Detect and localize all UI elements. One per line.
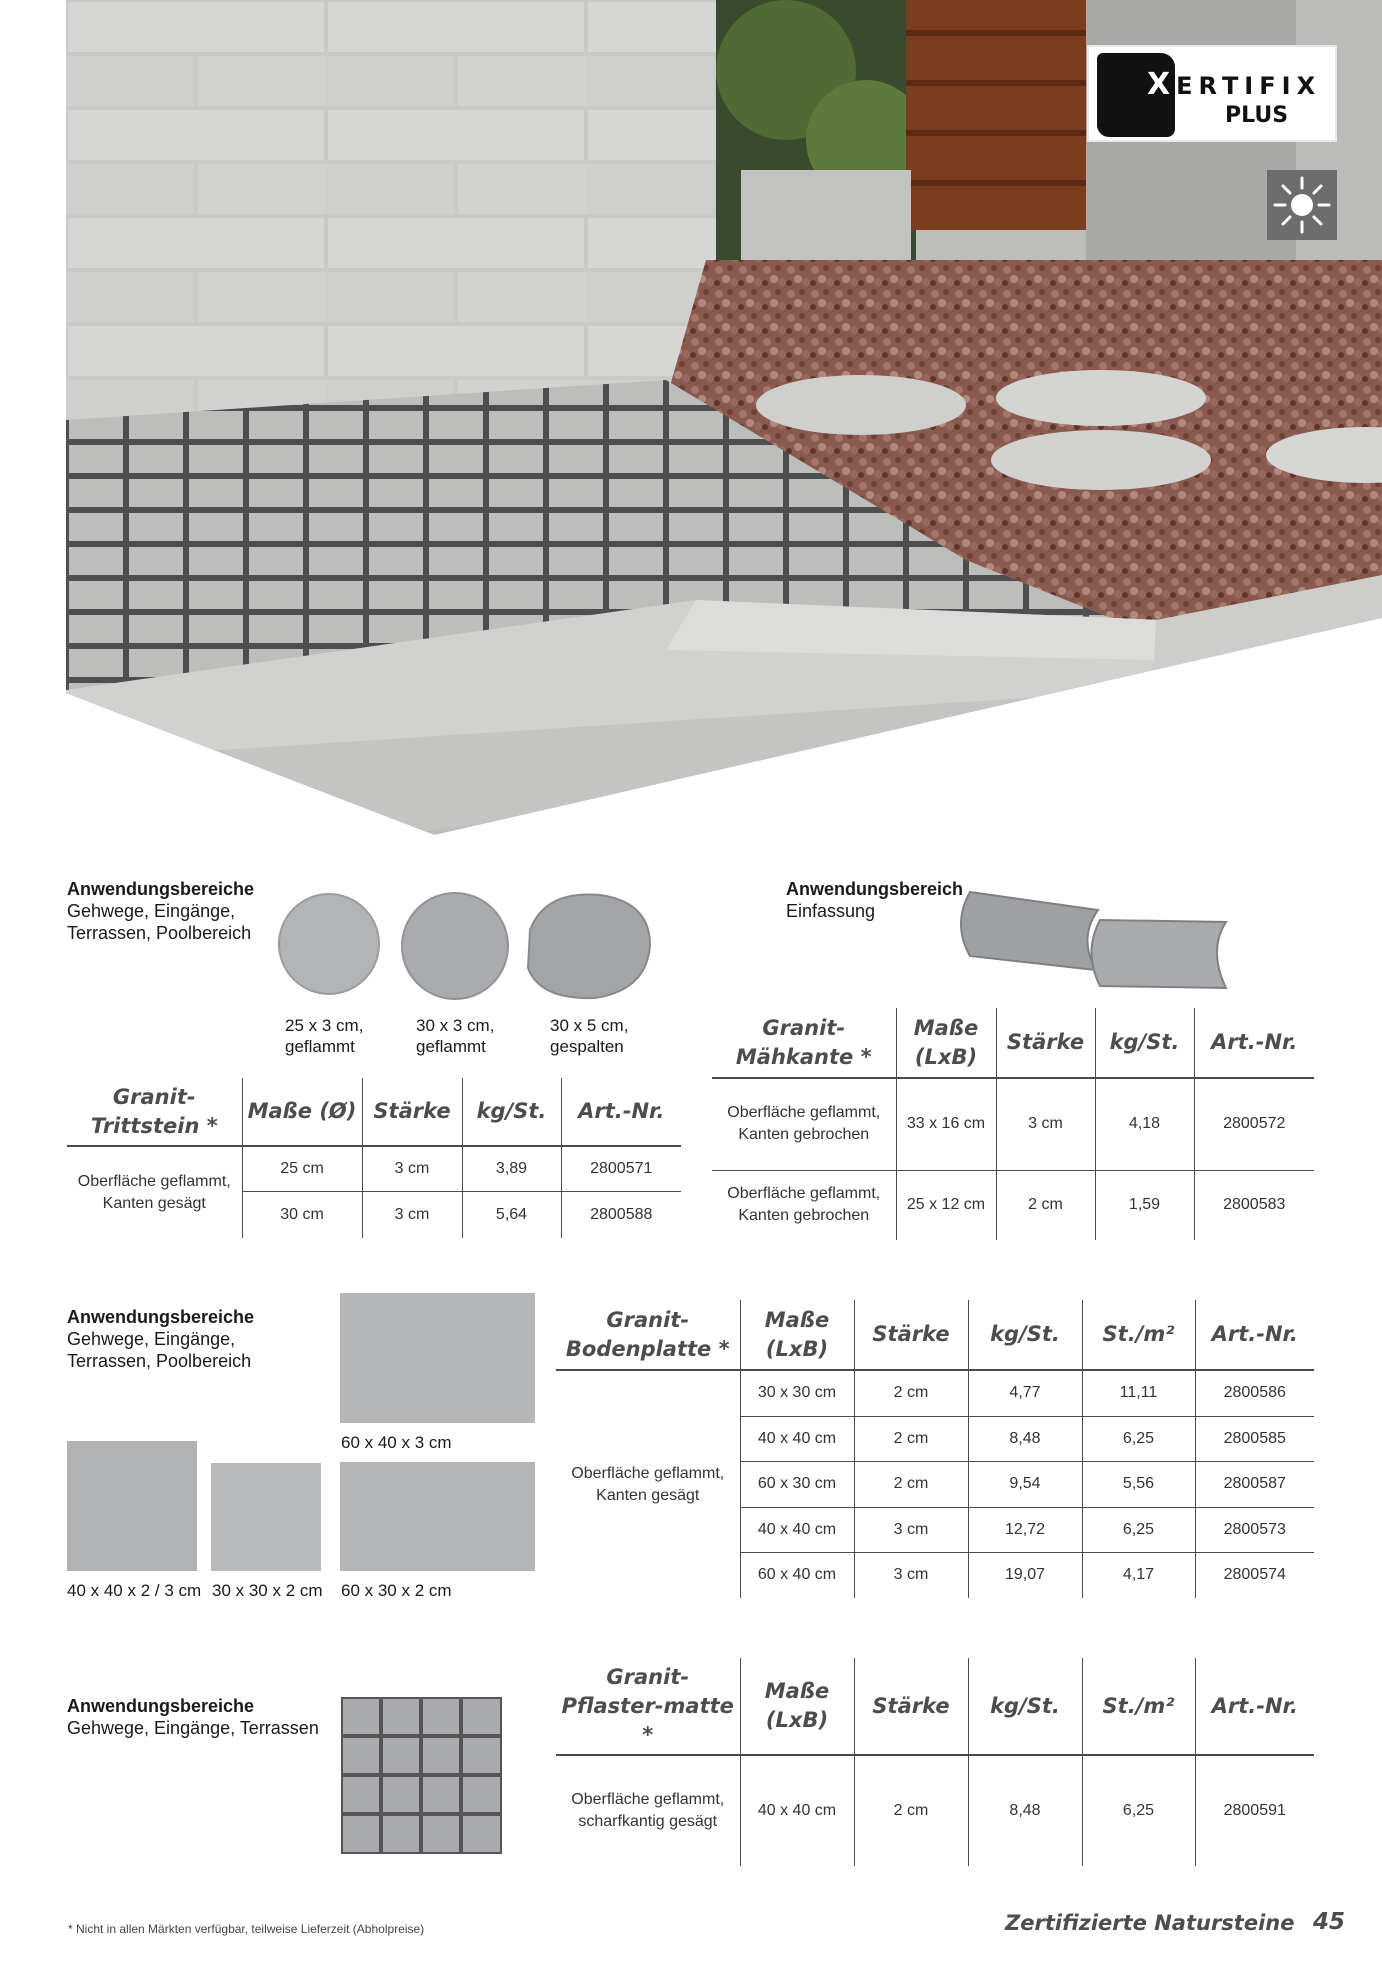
table-cell: 3 cm bbox=[854, 1507, 968, 1552]
col-header-weight: kg/St. bbox=[968, 1658, 1082, 1755]
sun-icon bbox=[1267, 170, 1337, 240]
table-cell: 2 cm bbox=[854, 1416, 968, 1461]
table-cell: 6,25 bbox=[1082, 1507, 1195, 1552]
logo-name: XERTIFIX bbox=[1147, 67, 1322, 102]
col-header-product: Granit-Mähkante * bbox=[712, 1008, 896, 1078]
table-cell: 3 cm bbox=[362, 1146, 462, 1191]
table-cell: 2 cm bbox=[854, 1461, 968, 1507]
surface-description: Oberfläche geflammt, Kanten gesägt bbox=[77, 1172, 231, 1212]
col-header-weight: kg/St. bbox=[462, 1078, 561, 1146]
slab-caption-60x40x3: 60 x 40 x 3 cm bbox=[341, 1433, 452, 1452]
table-cell: 2800574 bbox=[1195, 1552, 1314, 1598]
table-cell: 60 x 40 cm bbox=[740, 1552, 854, 1598]
table-cell: 33 x 16 cm bbox=[896, 1078, 996, 1170]
table-cell: 2800571 bbox=[561, 1146, 681, 1191]
application-line: Gehwege, Eingänge, Terrassen bbox=[67, 1718, 319, 1738]
col-header-thickness: Stärke bbox=[854, 1658, 968, 1755]
application-heading: Anwendungsbereiche bbox=[67, 1307, 255, 1327]
slab-caption-60x30: 60 x 30 x 2 cm bbox=[341, 1581, 452, 1600]
maehkante-application-area bbox=[786, 878, 963, 922]
pflastermatte-application-areas bbox=[67, 1695, 319, 1739]
application-line: Terrassen, Poolbereich bbox=[67, 923, 252, 943]
slab-caption-40x40: 40 x 40 x 2 / 3 cm bbox=[67, 1581, 202, 1600]
table-cell: 2800585 bbox=[1195, 1416, 1314, 1461]
trittstein-table bbox=[67, 1078, 681, 1238]
col-header-product: Granit-Pflaster-matte * bbox=[556, 1658, 740, 1755]
bodenplatte-application-areas bbox=[67, 1306, 254, 1372]
table-cell: 8,48 bbox=[968, 1755, 1082, 1866]
page-number: 45 bbox=[1313, 1909, 1346, 1935]
application-line: Gehwege, Eingänge, bbox=[67, 901, 236, 921]
surface-description: Oberfläche geflammt, Kanten gebrochen bbox=[727, 1185, 881, 1225]
col-header-dimensions: Maße (LxB) bbox=[740, 1300, 854, 1370]
table-cell: 2800586 bbox=[1195, 1370, 1314, 1416]
table-cell: 2 cm bbox=[854, 1370, 968, 1416]
table-cell: 4,18 bbox=[1095, 1078, 1194, 1170]
col-header-thickness: Stärke bbox=[362, 1078, 462, 1146]
application-line: Gehwege, Eingänge, bbox=[67, 1329, 236, 1349]
col-header-dimensions: Maße (Ø) bbox=[242, 1078, 362, 1146]
col-header-article: Art.-Nr. bbox=[1195, 1300, 1314, 1370]
table-cell: 4,77 bbox=[968, 1370, 1082, 1416]
table-cell: 40 x 40 cm bbox=[740, 1507, 854, 1552]
pflastermatte-image bbox=[341, 1697, 502, 1854]
table-cell: 2800591 bbox=[1195, 1755, 1314, 1866]
table-cell: 8,48 bbox=[968, 1416, 1082, 1461]
table-cell: 19,07 bbox=[968, 1552, 1082, 1598]
table-cell: 30 cm bbox=[242, 1191, 362, 1238]
table-cell: 2800588 bbox=[561, 1191, 681, 1238]
table-cell: 5,56 bbox=[1082, 1461, 1195, 1507]
application-line: Terrassen, Poolbereich bbox=[67, 1351, 252, 1371]
table-cell: 3 cm bbox=[854, 1552, 968, 1598]
col-header-per-sqm: St./m² bbox=[1082, 1658, 1195, 1755]
surface-description: Oberfläche geflammt, Kanten gebrochen bbox=[712, 1078, 896, 1170]
table-cell: 1,59 bbox=[1095, 1170, 1194, 1240]
col-header-dimensions: Maße (LxB) bbox=[896, 1008, 996, 1078]
trittstein-caption-1: 25 x 3 cm, geflammt bbox=[285, 1016, 364, 1056]
table-cell: 25 cm bbox=[242, 1146, 362, 1191]
table-cell: 6,25 bbox=[1082, 1755, 1195, 1866]
trittstein-caption-2: 30 x 3 cm, geflammt bbox=[416, 1016, 495, 1056]
col-header-dimensions: Maße (LxB) bbox=[740, 1658, 854, 1755]
table-cell: 25 x 12 cm bbox=[896, 1170, 996, 1240]
availability-footnote: * Nicht in allen Märkten verfügbar, teilweise Lieferzeit (Abholpreise) bbox=[68, 1922, 425, 1936]
bodenplatte-table bbox=[556, 1300, 1314, 1598]
table-cell: 9,54 bbox=[968, 1461, 1082, 1507]
col-header-article: Art.-Nr. bbox=[1194, 1008, 1314, 1078]
col-header-article: Art.-Nr. bbox=[561, 1078, 681, 1146]
table-cell: 2 cm bbox=[854, 1755, 968, 1866]
table-cell: 40 x 40 cm bbox=[740, 1416, 854, 1461]
col-header-product: Granit-Trittstein * bbox=[67, 1078, 242, 1146]
application-heading: Anwendungsbereich bbox=[786, 879, 964, 899]
footer-section-title: Zertifizierte Natursteine bbox=[1005, 1911, 1295, 1935]
table-cell: 2800583 bbox=[1194, 1170, 1314, 1240]
table-cell: 3 cm bbox=[996, 1078, 1095, 1170]
col-header-per-sqm: St./m² bbox=[1082, 1300, 1195, 1370]
table-cell: 30 x 30 cm bbox=[740, 1370, 854, 1416]
slab-image-30x30 bbox=[211, 1463, 321, 1571]
table-cell: 2800573 bbox=[1195, 1507, 1314, 1552]
maehkante-image bbox=[958, 888, 1228, 993]
slab-image-40x40 bbox=[67, 1441, 197, 1571]
pflastermatte-table bbox=[556, 1658, 1314, 1866]
col-header-thickness: Stärke bbox=[854, 1300, 968, 1370]
col-header-article: Art.-Nr. bbox=[1195, 1658, 1314, 1755]
table-cell: 6,25 bbox=[1082, 1416, 1195, 1461]
col-header-product: Granit-Bodenplatte * bbox=[556, 1300, 740, 1370]
application-line: Einfassung bbox=[786, 901, 876, 921]
slab-image-60x40 bbox=[340, 1293, 535, 1423]
trittstein-images bbox=[275, 890, 655, 1005]
table-cell: 60 x 30 cm bbox=[740, 1461, 854, 1507]
col-header-weight: kg/St. bbox=[1095, 1008, 1194, 1078]
surface-description: Oberfläche geflammt, scharfkantig gesägt bbox=[571, 1791, 725, 1830]
table-cell: 2800587 bbox=[1195, 1461, 1314, 1507]
maehkante-table bbox=[712, 1008, 1314, 1240]
surface-description: Oberfläche geflammt, Kanten gesägt bbox=[571, 1464, 725, 1504]
table-cell: 40 x 40 cm bbox=[740, 1755, 854, 1866]
table-cell: 3 cm bbox=[362, 1191, 462, 1238]
table-cell: 11,11 bbox=[1082, 1370, 1195, 1416]
col-header-thickness: Stärke bbox=[996, 1008, 1095, 1078]
slab-caption-30x30: 30 x 30 x 2 cm bbox=[212, 1581, 323, 1600]
table-cell: 5,64 bbox=[462, 1191, 561, 1238]
table-cell: 2800572 bbox=[1194, 1078, 1314, 1170]
application-heading: Anwendungsbereiche bbox=[67, 879, 255, 899]
table-cell: 2 cm bbox=[996, 1170, 1095, 1240]
slab-image-60x30 bbox=[340, 1462, 535, 1571]
logo-sub: PLUS bbox=[1225, 103, 1289, 128]
table-cell: 4,17 bbox=[1082, 1552, 1195, 1598]
xertifix-plus-logo bbox=[1087, 45, 1337, 142]
trittstein-application-areas bbox=[67, 878, 254, 944]
table-cell: 12,72 bbox=[968, 1507, 1082, 1552]
col-header-weight: kg/St. bbox=[968, 1300, 1082, 1370]
table-cell: 3,89 bbox=[462, 1146, 561, 1191]
application-heading: Anwendungsbereiche bbox=[67, 1696, 255, 1716]
trittstein-caption-3: 30 x 5 cm, gespalten bbox=[550, 1016, 629, 1056]
